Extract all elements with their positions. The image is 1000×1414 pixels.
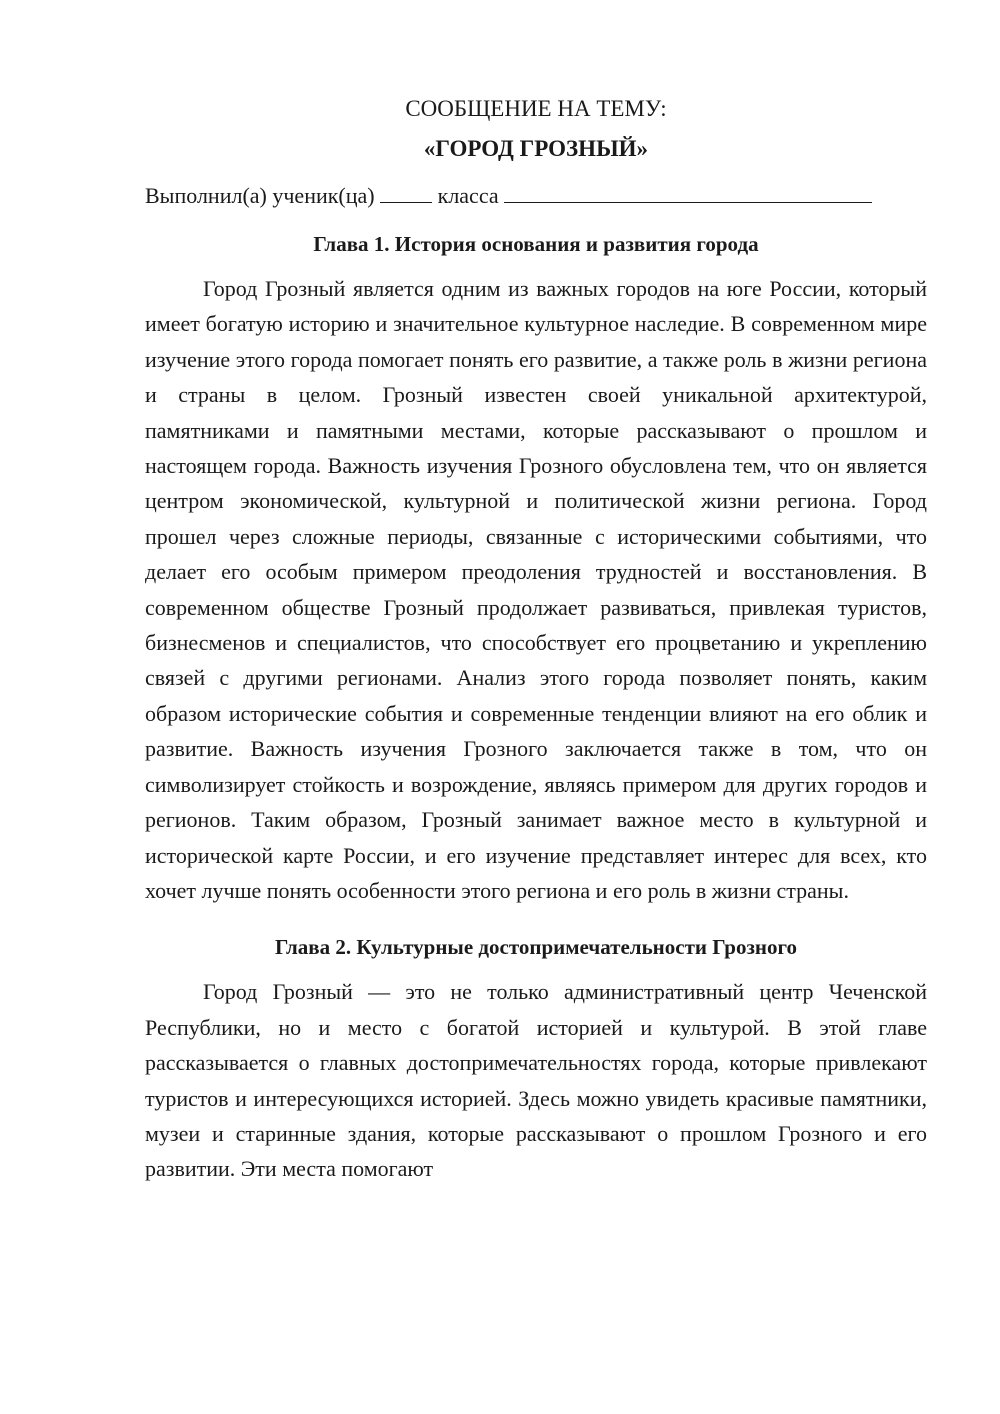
chapter1-paragraph: Город Грозный является одним из важных городов на юге России, который имеет богатую историю и значительное культурное наследие. В современном мире изучение этого города помогает понять его развитие, а также роль в жизни региона и страны в целом. Грозный известен своей уникальной архитектурой, памятниками и памятными местами, которые рассказывают о прошлом и настоящем города. Важность изучения Грозного обусловлена тем, что он является центром экономической, культурной и политической жизни региона. Город прошел через сложные периоды, связанные с историческими событиями, что делает его особым примером преодоления трудностей и восстановления. В современном обществе Грозный продолжает развиваться, привлекая туристов, бизнесменов и специалистов, что способствует его процветанию и укреплению связей с другими регионами. Анализ этого города позволяет понять, каким образом исторические события и современные тенденции влияют на его облик и развитие. Важность изучения Грозного заключается также в том, что он символизирует стойкость и возрождение, являясь примером для других городов и регионов. Таким образом, Грозный занимает важное место в культурной и исторической карте России, и его изучение представляет интерес для всех, кто хочет лучше понять особенности этого региона и его роль в жизни страны. — [145, 276, 927, 903]
author-label: Выполнил(а) ученик(ца) — [145, 183, 375, 208]
name-blank — [504, 178, 872, 203]
document-title: СООБЩЕНИЕ НА ТЕМУ: — [405, 96, 667, 121]
chapter1-heading: Глава 1. История основания и развития города — [313, 232, 759, 256]
chapter2-heading: Глава 2. Культурные достопримечательности Грозного — [274, 935, 798, 960]
class-label: класса — [437, 183, 499, 208]
chapter2-paragraph: Город Грозный — это не только административный центр Чеченской Республики, но и место с богатой историей и культурой. В этой главе рассказывается о главных достопримечательностях города, которые привлекают туристов и интересующихся историей. Здесь можно увидеть красивые памятники, музеи и старинные здания, которые рассказывают о прошлом Грозного и его развитии. Эти места помогают — [145, 979, 927, 1182]
document-subtitle: «ГОРОД ГРОЗНЫЙ» — [423, 136, 649, 161]
author-line — [145, 178, 927, 213]
grade-blank — [380, 178, 432, 203]
document-page — [145, 92, 927, 1187]
